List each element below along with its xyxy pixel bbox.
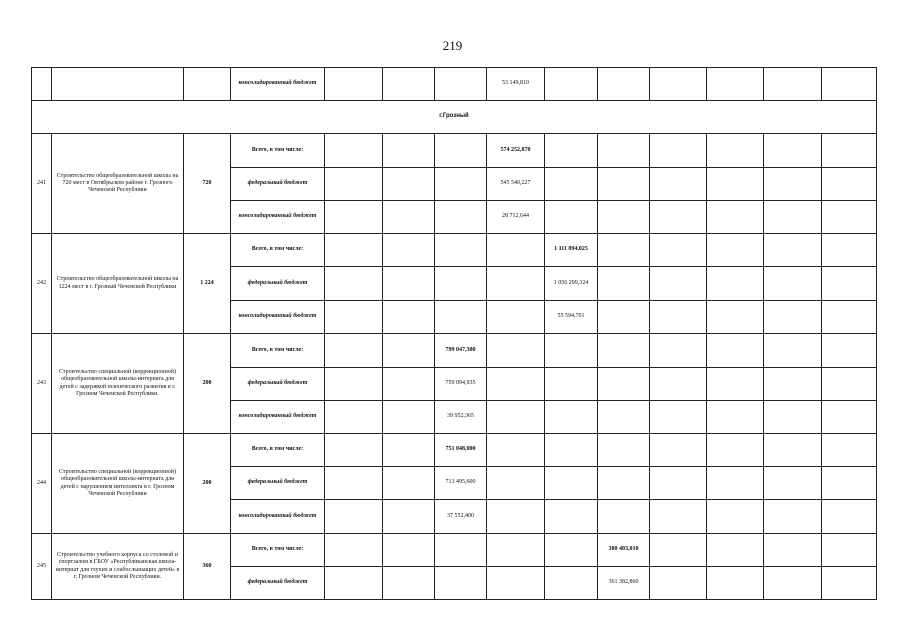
project-name: Строительство учебного корпуса со столовой и спортзалом в ГБОУ «Республиканская школа-интернат для глухих и слабослышащих детей» в г. Грозном Чеченской Республики.: [52, 534, 184, 600]
empty-cell: [764, 467, 822, 500]
empty-cell: [383, 434, 435, 467]
empty-cell: [487, 234, 545, 267]
amount-value: 28 712,644: [487, 201, 545, 234]
empty-cell: [435, 267, 487, 301]
amount-value: 361 382,860: [598, 567, 650, 600]
empty-cell: [598, 201, 650, 234]
table-row: [32, 434, 877, 467]
empty-cell: [598, 401, 650, 434]
empty-cell: [598, 168, 650, 201]
empty-cell: [598, 500, 650, 534]
amount-value: 545 540,227: [487, 168, 545, 201]
project-name: Строительство специальной (коррекционной) общеобразовательной школы-интерната для детей с нарушением интеллекта в г. Грозном Чеченской Республики: [52, 434, 184, 534]
empty-cell: [325, 334, 383, 368]
project-number: 241: [32, 134, 52, 234]
empty-cell: [650, 201, 707, 234]
empty-cell: [545, 534, 598, 567]
empty-cell: [764, 401, 822, 434]
finance-label: консолидированный бюджет: [231, 301, 325, 334]
empty-cell: [435, 168, 487, 201]
empty-cell: [598, 134, 650, 168]
table-row: [32, 534, 877, 567]
project-number: 244: [32, 434, 52, 534]
empty-cell: [764, 434, 822, 467]
amount-value: 55 594,701: [545, 301, 598, 334]
finance-label: федеральный бюджет: [231, 467, 325, 500]
empty-cell: [707, 534, 764, 567]
finance-label: консолидированный бюджет: [231, 201, 325, 234]
empty-cell: [487, 467, 545, 500]
project-name: Строительство общеобразовательной школы на 720 мест в Октябрьском районе г. Грозного Чеченской Республики: [52, 134, 184, 234]
empty-cell: [707, 401, 764, 434]
empty-cell: [545, 201, 598, 234]
finance-label: консолидированный бюджет: [231, 68, 325, 101]
empty-cell: [764, 567, 822, 600]
empty-cell: [707, 301, 764, 334]
city-header: г.Грозный: [32, 101, 877, 134]
empty-cell: [650, 567, 707, 600]
empty-cell: [764, 368, 822, 401]
empty-cell: [325, 234, 383, 267]
empty-cell: [650, 500, 707, 534]
empty-cell: [822, 267, 877, 301]
amount-value: 799 047,300: [435, 334, 487, 368]
empty-cell: [545, 401, 598, 434]
empty-cell: [545, 434, 598, 467]
empty-cell: [325, 168, 383, 201]
empty-cell: [707, 500, 764, 534]
empty-cell: [435, 301, 487, 334]
empty-cell: [383, 301, 435, 334]
amount-value: 759 094,935: [435, 368, 487, 401]
empty-cell: [650, 134, 707, 168]
empty-cell: [435, 534, 487, 567]
empty-cell: [383, 467, 435, 500]
empty-cell: [545, 567, 598, 600]
finance-label: федеральный бюджет: [231, 567, 325, 600]
empty-cell: [598, 467, 650, 500]
finance-label: федеральный бюджет: [231, 267, 325, 301]
empty-cell: [545, 168, 598, 201]
empty-cell: [764, 267, 822, 301]
empty-cell: [707, 334, 764, 368]
empty-cell: [383, 368, 435, 401]
project-capacity: 200: [184, 434, 231, 534]
empty-cell: [650, 368, 707, 401]
amount-value: 53 149,810: [487, 68, 545, 101]
empty-cell: [822, 334, 877, 368]
empty-cell: [822, 301, 877, 334]
empty-cell: [325, 368, 383, 401]
empty-cell: [487, 368, 545, 401]
empty-cell: [707, 134, 764, 168]
empty-cell: [822, 134, 877, 168]
empty-cell: [487, 301, 545, 334]
empty-cell: [383, 334, 435, 368]
empty-cell: [764, 301, 822, 334]
project-capacity: 720: [184, 134, 231, 234]
empty-cell: [487, 401, 545, 434]
empty-cell: [598, 234, 650, 267]
empty-cell: [650, 301, 707, 334]
empty-cell: [707, 567, 764, 600]
empty-cell: [383, 168, 435, 201]
empty-cell: [598, 301, 650, 334]
empty-cell: [822, 500, 877, 534]
empty-cell: [598, 434, 650, 467]
empty-cell: [487, 434, 545, 467]
total-label: Всего, в том числе:: [231, 434, 325, 467]
empty-cell: [325, 500, 383, 534]
empty-cell: [545, 368, 598, 401]
empty-cell: [487, 500, 545, 534]
empty-cell: [764, 500, 822, 534]
empty-cell: [822, 168, 877, 201]
empty-cell: [383, 500, 435, 534]
empty-cell: [598, 334, 650, 368]
empty-cell: [325, 567, 383, 600]
amount-value: 37 552,400: [435, 500, 487, 534]
empty-cell: [325, 534, 383, 567]
empty-cell: [325, 201, 383, 234]
table-row: [32, 134, 877, 168]
finance-label: федеральный бюджет: [231, 168, 325, 201]
table-row: [32, 234, 877, 267]
empty-cell: [707, 434, 764, 467]
empty-cell: [487, 567, 545, 600]
empty-cell: [822, 467, 877, 500]
empty-cell: [650, 467, 707, 500]
project-name: Строительство общеобразовательной школы на 1224 мест в г. Грозный Чеченской Республики: [52, 234, 184, 334]
empty-cell: [707, 201, 764, 234]
total-label: Всего, в том числе:: [231, 234, 325, 267]
project-capacity: 360: [184, 534, 231, 600]
project-number: 242: [32, 234, 52, 334]
empty-cell: [650, 401, 707, 434]
empty-cell: [545, 467, 598, 500]
empty-cell: [435, 201, 487, 234]
table-row: [32, 68, 877, 101]
project-capacity: 1 224: [184, 234, 231, 334]
amount-value: 1 111 894,025: [545, 234, 598, 267]
empty-cell: [822, 401, 877, 434]
empty-cell: [383, 234, 435, 267]
empty-cell: [650, 434, 707, 467]
budget-table: [31, 67, 877, 600]
empty-cell: [822, 234, 877, 267]
empty-cell: [325, 401, 383, 434]
amount-value: 380 403,010: [598, 534, 650, 567]
empty-cell: [325, 267, 383, 301]
empty-cell: [650, 168, 707, 201]
empty-cell: [325, 301, 383, 334]
empty-cell: [707, 168, 764, 201]
empty-cell: [650, 334, 707, 368]
empty-cell: [383, 401, 435, 434]
empty-cell: [822, 368, 877, 401]
empty-cell: [383, 534, 435, 567]
table-row: [32, 334, 877, 368]
amount-value: 713 495,600: [435, 467, 487, 500]
empty-cell: [764, 534, 822, 567]
empty-cell: [487, 534, 545, 567]
amount-value: 39 952,365: [435, 401, 487, 434]
project-number: 245: [32, 534, 52, 600]
total-label: Всего, в том числе:: [231, 134, 325, 168]
project-name: Строительство специальной (коррекционной) общеобразовательной школы-интерната для детей с задержкой психического развития в г. Грозном Чеченской Республики.: [52, 334, 184, 434]
project-number: 243: [32, 334, 52, 434]
empty-cell: [707, 368, 764, 401]
empty-cell: [383, 201, 435, 234]
empty-cell: [487, 334, 545, 368]
empty-cell: [650, 234, 707, 267]
empty-cell: [707, 467, 764, 500]
finance-label: консолидированный бюджет: [231, 401, 325, 434]
empty-cell: [545, 334, 598, 368]
empty-cell: [325, 467, 383, 500]
empty-cell: [707, 234, 764, 267]
empty-cell: [764, 168, 822, 201]
empty-cell: [598, 267, 650, 301]
amount-value: 574 252,870: [487, 134, 545, 168]
empty-cell: [650, 267, 707, 301]
empty-cell: [545, 500, 598, 534]
project-capacity: 200: [184, 334, 231, 434]
empty-cell: [325, 434, 383, 467]
empty-cell: [764, 201, 822, 234]
amount-value: 1 056 299,324: [545, 267, 598, 301]
empty-cell: [598, 368, 650, 401]
empty-cell: [822, 534, 877, 567]
empty-cell: [764, 234, 822, 267]
empty-cell: [764, 334, 822, 368]
empty-cell: [822, 567, 877, 600]
empty-cell: [707, 267, 764, 301]
empty-cell: [325, 134, 383, 168]
empty-cell: [822, 201, 877, 234]
amount-value: 751 048,000: [435, 434, 487, 467]
total-label: Всего, в том числе:: [231, 334, 325, 368]
page-number: 219: [442, 38, 463, 53]
empty-cell: [435, 567, 487, 600]
finance-label: федеральный бюджет: [231, 368, 325, 401]
empty-cell: [822, 434, 877, 467]
empty-cell: [435, 134, 487, 168]
empty-cell: [764, 134, 822, 168]
empty-cell: [435, 234, 487, 267]
empty-cell: [487, 267, 545, 301]
empty-cell: [650, 534, 707, 567]
empty-cell: [383, 567, 435, 600]
city-row: [32, 101, 877, 134]
total-label: Всего, в том числе:: [231, 534, 325, 567]
empty-cell: [383, 134, 435, 168]
empty-cell: [383, 267, 435, 301]
finance-label: консолидированный бюджет: [231, 500, 325, 534]
empty-cell: [545, 134, 598, 168]
